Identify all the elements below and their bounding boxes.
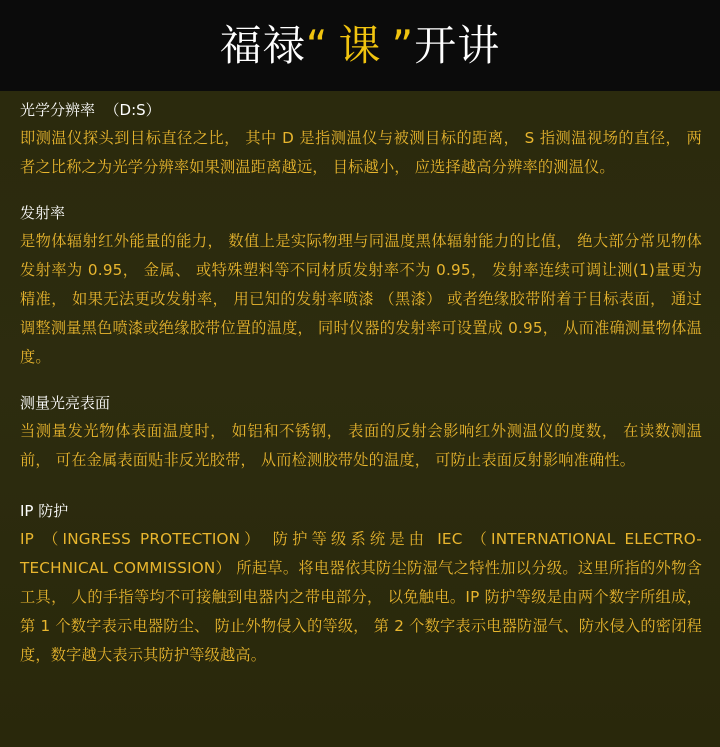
section-title: 光学分辨率 （D:S）: [20, 101, 161, 119]
section-title: 发射率: [20, 204, 66, 222]
title-accent: 课: [338, 20, 382, 70]
page-title: [219, 20, 501, 70]
title-quote-close: ”: [391, 20, 415, 70]
title-left: 福禄: [219, 20, 306, 70]
section-optical-resolution: [20, 100, 702, 182]
title-quote-open: “: [305, 20, 329, 70]
section-shiny-surface: [20, 393, 702, 475]
section-body: IP （INGRESS PROTECTION） 防护等级系统是由 IEC （INTERNATIONAL ELECTRO-TECHNICAL COMMISSION） 所起草。将电器依其防尘防湿气之特性加以分级。这里所指的外物含工具， 人的手指等均不可接触到电器内之带电部分， 以免触电。IP 防护等级是由两个数字所组成， 第 1 个数字表示电器防尘、 防止外物侵入的等级， 第 2 个数字表示电器防湿气、防水侵入的密闭程度，数字越大表示其防护等级越高。: [20, 530, 702, 664]
section-title: 测量光亮表面: [20, 394, 111, 412]
section-body: 即测温仪探头到目标直径之比， 其中 D 是指测温仪与被测目标的距离， S 指测温视场的直径， 两者之比称之为光学分辨率如果测温距离越远， 目标越小， 应选择越高分辨率的测温仪。: [20, 129, 702, 176]
section-ip-protection: [20, 501, 702, 670]
section-body: 是物体辐射红外能量的能力， 数值上是实际物理与同温度黑体辐射能力的比值， 绝大部分常见物体发射率为 0.95， 金属、 或特殊塑料等不同材质发射率不为 0.95， 发射率连续可调让测(1)量更为精准， 如果无法更改发射率， 用已知的发射率喷漆 （黑漆） 或者绝缘胶带附着于目标表面， 通过调整测量黑色喷漆或绝缘胶带位置的温度， 同时仪器的发射率可设置成 0.95， 从而准确测量物体温度。: [20, 232, 702, 366]
section-emissivity: [20, 203, 702, 372]
section-body: 当测量发光物体表面温度时， 如铝和不锈钢， 表面的反射会影响红外测温仪的度数， 在读数测温前， 可在金属表面贴非反光胶带， 从而检测胶带处的温度， 可防止表面反射影响准确性。: [20, 422, 702, 469]
header-banner: [0, 0, 720, 91]
title-right: 开讲: [414, 20, 501, 70]
content: [0, 91, 720, 670]
section-title: IP 防护: [20, 502, 69, 520]
